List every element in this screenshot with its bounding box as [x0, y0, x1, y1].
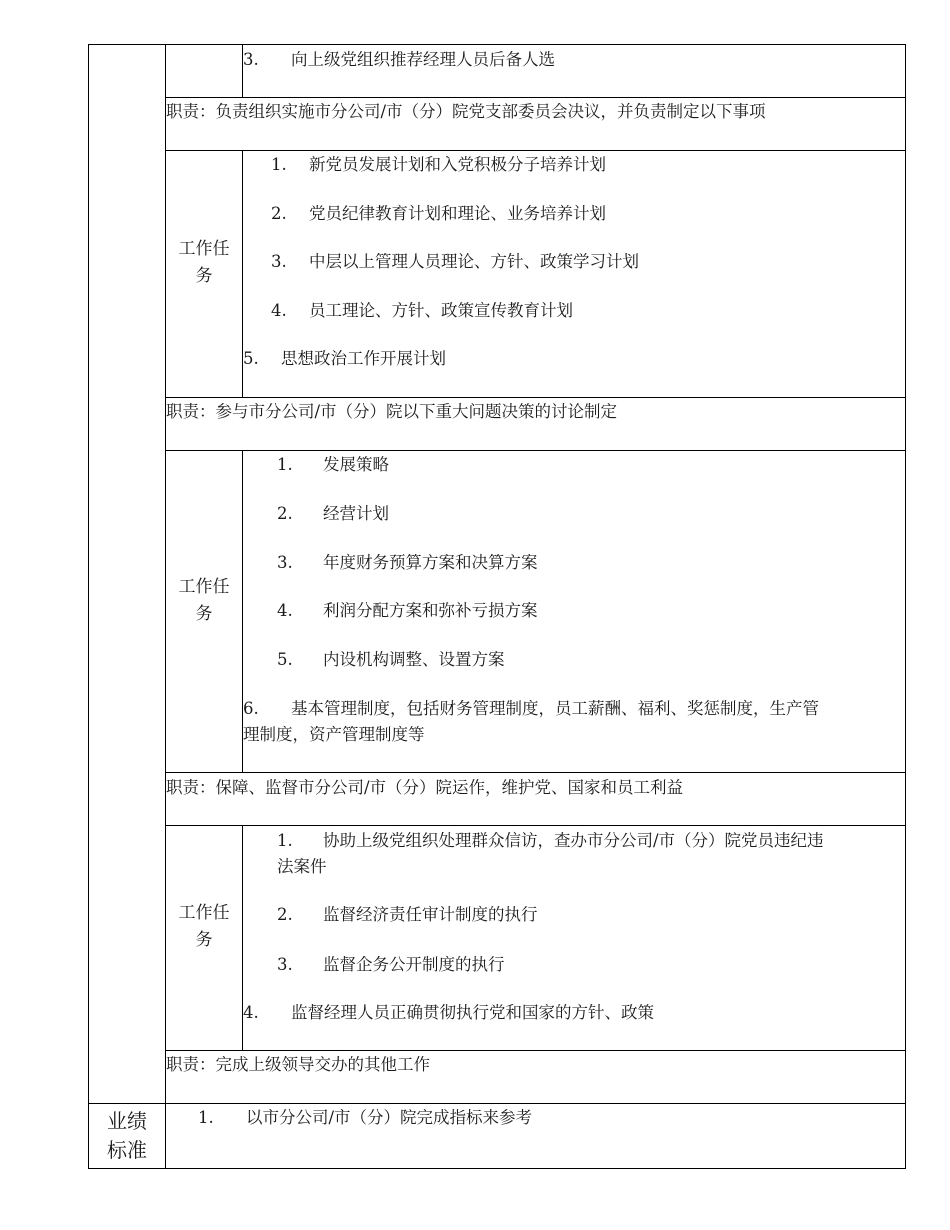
list-item: 5. 内设机构调整、设置方案	[277, 650, 505, 669]
list-item-continuation: 理制度，资产管理制度等	[243, 725, 425, 744]
list-item: 4. 利润分配方案和弥补亏损方案	[277, 601, 538, 620]
task-label: 工作任 务	[178, 239, 230, 286]
duty-text: 职责：参与市分公司/市（分）院以下重大问题决策的讨论制定	[166, 402, 618, 421]
list-item: 1. 协助上级党组织处理群众信访，查办市分公司/市（分）院党员违纪违	[277, 831, 824, 850]
list-item: 1. 以市分公司/市（分）院完成指标来参考	[198, 1108, 533, 1127]
list-item: 3. 中层以上管理人员理论、方针、政策学习计划	[271, 252, 639, 271]
list-item: 6. 基本管理制度，包括财务管理制度，员工薪酬、福利、奖惩制度，生产管	[243, 699, 819, 718]
duty-text: 职责：完成上级领导交办的其他工作	[166, 1055, 430, 1074]
task-label: 工作任 务	[178, 577, 230, 624]
list-item: 3. 向上级党组织推荐经理人员后备人选	[243, 50, 555, 69]
performance-label: 业绩 标准	[107, 1109, 147, 1162]
list-item: 4. 员工理论、方针、政策宣传教育计划	[271, 301, 573, 320]
list-item: 1. 新党员发展计划和入党积极分子培养计划	[271, 155, 606, 174]
list-item: 4. 监督经理人员正确贯彻执行党和国家的方针、政策	[243, 1003, 654, 1022]
duty-text: 职责：负责组织实施市分公司/市（分）院党支部委员会决议，并负责制定以下事项	[166, 102, 766, 121]
duty-text: 职责：保障、监督市分公司/市（分）院运作，维护党、国家和员工利益	[166, 778, 684, 797]
list-item: 2. 党员纪律教育计划和理论、业务培养计划	[271, 204, 606, 223]
list-item: 2. 监督经济责任审计制度的执行	[277, 905, 538, 924]
task-label: 工作任 务	[178, 903, 230, 950]
list-item: 2. 经营计划	[277, 504, 389, 523]
list-item: 1. 发展策略	[277, 455, 389, 474]
list-item: 5. 思想政治工作开展计划	[243, 349, 446, 368]
list-item-continuation: 法案件	[277, 857, 327, 876]
list-item: 3. 监督企务公开制度的执行	[277, 955, 505, 974]
list-item: 3. 年度财务预算方案和决算方案	[277, 553, 538, 572]
